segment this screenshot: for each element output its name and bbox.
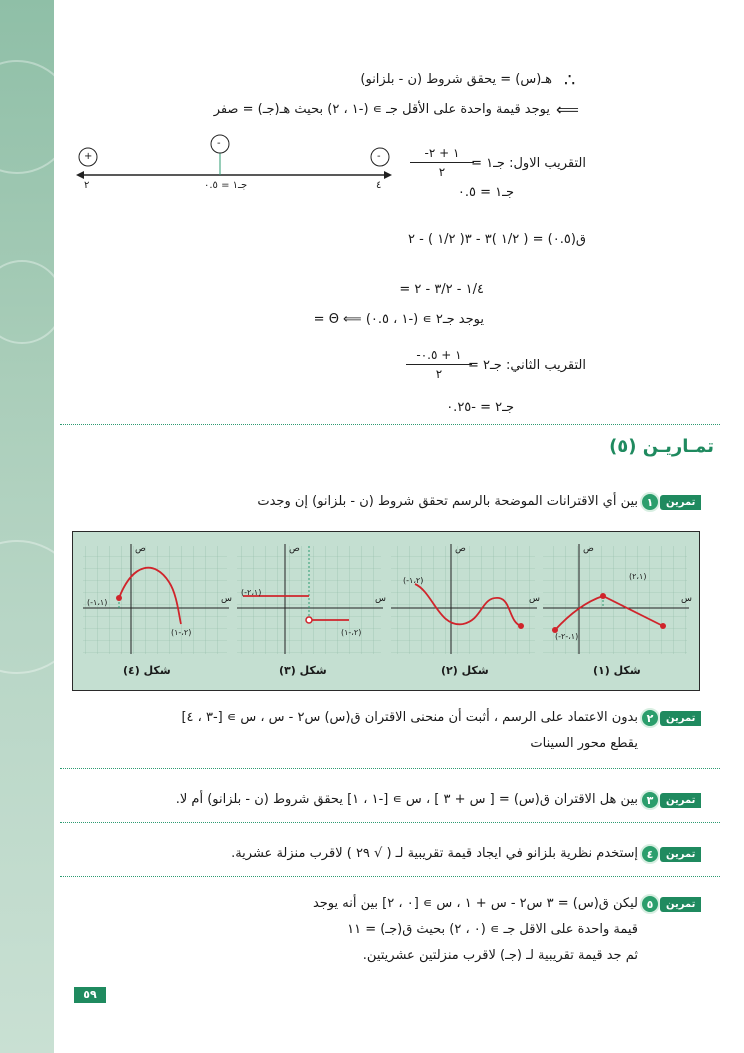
approx1-fraction bbox=[410, 146, 474, 179]
solution-line-1: هـ(س) = يحقق شروط (ن - بلزانو) bbox=[360, 72, 552, 87]
exercise-label: تمرين bbox=[660, 711, 701, 726]
approx2-fraction bbox=[406, 348, 472, 381]
exercise-3-text: بين هل الاقتران ق(س) = [ س + ٣ ] ، س ∍ [-١ ، ١] يحقق شروط (ن - بلزانو) أم لا. bbox=[175, 792, 638, 807]
page-number: ٥٩ bbox=[74, 987, 106, 1003]
graph-1-x-axis: س bbox=[681, 594, 692, 604]
sign-left: + bbox=[84, 151, 93, 162]
divider bbox=[60, 424, 720, 425]
decorative-sidebar bbox=[0, 0, 54, 1053]
number-line-right-end: ٤ bbox=[376, 180, 382, 191]
approx2-numerator: -١ + ٠.٥ bbox=[416, 348, 462, 362]
graph-4-caption: شكل (٤) bbox=[123, 664, 171, 677]
graph-3-label-b: (٢،-١) bbox=[341, 628, 362, 637]
graph-1-label-b: (-١،-٢) bbox=[555, 632, 579, 641]
graph-4-y-axis: ص bbox=[135, 544, 146, 554]
graph-1-label-a: (٢،١) bbox=[629, 572, 647, 581]
graph-2-x-axis: س bbox=[529, 594, 540, 604]
graph-3-caption: شكل (٣) bbox=[279, 664, 327, 677]
divider bbox=[60, 822, 720, 823]
graph-4-x-axis: س bbox=[221, 594, 232, 604]
exercise-2-badge bbox=[644, 708, 701, 728]
graph-2-caption: شكل (٢) bbox=[441, 664, 489, 677]
graph-4-label-a: (-١،١) bbox=[87, 598, 108, 607]
therefore-symbol: ∴ bbox=[564, 70, 576, 91]
exercise-5-text-3: ثم جد قيمة تقريبية لـ (جـ) لاقرب منزلتين عشريتين. bbox=[362, 948, 638, 963]
section-title: تمـاريـن (٥) bbox=[609, 436, 714, 457]
graph-1-y-axis: ص bbox=[583, 544, 594, 554]
exercise-5-text-2: قيمة واحدة على الاقل جـ ∍ (٠ ، ٢) بحيث ق(جـ) = ١١ bbox=[347, 922, 638, 937]
sign-mid: - bbox=[217, 138, 221, 149]
exercise-2-text: بدون الاعتماد على الرسم ، أثبت أن منحنى الاقتران ق(س) س٢ - س ، س ∍ [-٣ ، ٤] bbox=[181, 710, 638, 725]
exercise-5-badge bbox=[644, 894, 701, 914]
approx2-denominator: ٢ bbox=[435, 367, 443, 381]
exercise-label: تمرين bbox=[660, 847, 701, 862]
exercise-5-text: ليكن ق(س) = ٣ س٢ - س + ١ ، س ∍ [٠ ، ٢] بين أنه يوجد bbox=[312, 896, 638, 911]
f-evaluation: ق(٠.٥) = ( ١/٢ )٣ - ٣( ١/٢ ) - ٢ bbox=[408, 232, 586, 247]
exercise-label: تمرين bbox=[660, 793, 701, 808]
graph-2 bbox=[391, 544, 537, 654]
number-line-mid-label: جـ١ = ٠.٥ bbox=[204, 180, 248, 191]
graph-3-label-a: (-٢،١) bbox=[241, 588, 262, 597]
graph-3 bbox=[237, 544, 383, 654]
exercise-label: تمرين bbox=[660, 897, 701, 912]
approx1-result: جـ١ = ٠.٥ bbox=[457, 185, 514, 200]
exercise-number: ٢ bbox=[640, 708, 660, 728]
sign-right: - bbox=[377, 151, 381, 162]
exercise-label: تمرين bbox=[660, 495, 701, 510]
graph-2-label: (-١،٢) bbox=[403, 576, 424, 585]
graph-1-caption: شكل (١) bbox=[593, 664, 641, 677]
approx2-label: التقريب الثاني: جـ٢ = bbox=[467, 358, 586, 373]
exercise-number: ٤ bbox=[640, 844, 660, 864]
exercise-2-text-2: يقطع محور السينات bbox=[530, 736, 638, 751]
approx1-label: التقريب الاول: جـ١ = bbox=[471, 156, 586, 171]
exercise-number: ٣ bbox=[640, 790, 660, 810]
graph-3-y-axis: ص bbox=[289, 544, 300, 554]
implies-symbol: ⟸ bbox=[556, 100, 579, 119]
f-step-3: = Θ ⟸ يوجد جـ٢ ∍ (-١ ، ٠.٥) bbox=[313, 312, 484, 327]
exercise-number: ١ bbox=[640, 492, 660, 512]
solution-line-2: يوجد قيمة واحدة على الأقل جـ ∍ (-١ ، ٢) بحيث هـ(جـ) = صفر bbox=[213, 102, 550, 117]
page-content bbox=[54, 0, 744, 1053]
divider bbox=[60, 768, 720, 769]
divider bbox=[60, 876, 720, 877]
graphs-panel bbox=[72, 531, 700, 691]
exercise-number: ٥ bbox=[640, 894, 660, 914]
exercise-4-badge bbox=[644, 844, 701, 864]
approx1-numerator: -١ + ٢ bbox=[424, 146, 460, 160]
exercise-1-text: بين أي الاقترانات الموضحة بالرسم تحقق شروط (ن - بلزانو) إن وجدت bbox=[257, 494, 638, 509]
graph-4-label-b: (٢،-١) bbox=[171, 628, 192, 637]
approx1-denominator: ٢ bbox=[438, 165, 446, 179]
f-step-2: = ١/٤ - ٣/٢ - ٢ bbox=[399, 282, 484, 297]
exercise-1-badge bbox=[644, 492, 701, 512]
graph-2-y-axis: ص bbox=[455, 544, 466, 554]
exercise-4-text: إستخدم نظرية بلزانو في ايجاد قيمة تقريبية لـ ( √ ٢٩ ) لاقرب منزلة عشرية. bbox=[231, 846, 638, 861]
graph-3-x-axis: س bbox=[375, 594, 386, 604]
approx2-result: جـ٢ = -٠.٢٥ bbox=[446, 400, 514, 415]
exercise-3-badge bbox=[644, 790, 701, 810]
number-line-left-end: ٢ bbox=[84, 180, 90, 191]
